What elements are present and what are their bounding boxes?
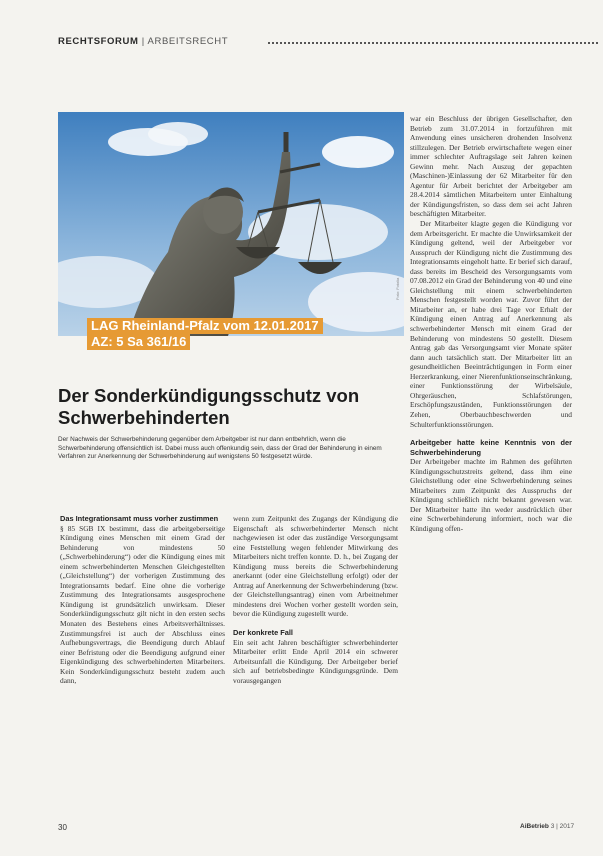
subheading-keine-kenntnis: Arbeitgeber hatte keine Kenntnis von der Schwerbehinderung xyxy=(410,438,572,457)
section-separator: | xyxy=(141,36,148,47)
body-column-2 xyxy=(233,514,398,685)
photo-credit: Foto: Fotolia xyxy=(395,277,400,300)
page-number: 30 xyxy=(58,823,67,832)
paragraph: Ein seit acht Jahren beschäftigter schwerbehinderter Mitarbeiter erlitt Ende April 2014 ein schwerer Arbeitsunfall die Kündigung. Der Arbeitgeber berief sich auf betriebsbedingte Kündigungsgründe. Dem vorausgegangen xyxy=(233,637,398,685)
body-column-1 xyxy=(60,514,225,686)
subheading-konkreter-fall: Der konkrete Fall xyxy=(233,628,293,638)
magazine-footer xyxy=(520,823,574,830)
case-label-reference: AZ: 5 Sa 361/16 xyxy=(87,334,190,350)
case-label xyxy=(87,318,323,350)
paragraph: Der Arbeitgeber machte im Rahmen des geführten Kündigungsschutzstreits geltend, dass ihm eine Gleichstellung oder eine Schwerbehinderung seines Mitarbeiters zum Zeitpunkt des Ausspruchs der Kündigung schließlich nicht bekannt gewesen war. Der Mitarbeiter hatte ihn weder ausdrücklich über eine Schwerbehinderung informiert, noch war die Kündigung offen- xyxy=(410,457,572,533)
subsection-title: ARBEITSRECHT xyxy=(147,36,229,47)
header-dotted-rule xyxy=(268,42,598,44)
justitia-statue-image xyxy=(58,112,404,336)
section-title: RECHTSFORUM xyxy=(58,36,139,47)
page-header xyxy=(58,36,598,50)
article-headline xyxy=(58,385,398,429)
paragraph: § 85 SGB IX bestimmt, dass die arbeitgeberseitige Kündigung eines Menschen mit einem Grad der Behinderung von mindestens 50 („Schwerbehinderung“) oder die Kündigung eines mit einem schwerbehinderten Menschen Gleichgestellten („Gleichstellung“) der vorherigen Zustimmung des Integrationsamts bedarf. Eine ohne die vorherige Zustimmung des Integrationsamts ausgesprochene Kündigung ist grundsätzlich unwirksam. Dieser Sonderkündigungsschutz gilt nicht in den ersten sechs Monaten des Bestehens eines Arbeitsverhältnisses. Zustimmungsfrei ist auch der Abschluss eines Aufhebungsvertrags, die Beendigung durch Ablauf einer Befristung oder die Beendigung aufgrund einer Eigenkündigung des schwerbehinderten Mitarbeiters. Kein Sonderkündigungsschutz besteht zudem auch dann, xyxy=(60,523,225,686)
body-column-3 xyxy=(410,114,572,534)
paragraph: Der Mitarbeiter klagte gegen die Kündigung vor dem Arbeitsgericht. Er machte die Unwirksamkeit der Kündigung geltend, weil der Arbeitgeber vor Ausspruch der Kündigung nicht die Zustimmung des Integrationsamts eingeholt hatte. Er berief sich darauf, dass bereits im Bescheid des Versorgungsamts vom 07.08.2012 ein Grad der Behinderung von 40 und eine Gleichstellung mit einem schwerbehinderten Menschen festgestellt worden war. Zuvor führt der Mitarbeiter an, er habe drei Tage vor Erhalt der Kündigung einen Antrag auf Anerkennung als schwerbehinderter Mensch mit einem Grad der Behinderung von mindestens 50 gestellt. Diesem Antrag gab das Versorgungsamt vier Monate später dann auch tatsächlich statt. Der Mitarbeiter litt an gesundheitlichen Beeinträchtigungen in Form einer Herzerkrankung, einer Nierenfunktionseinschränkung, einer Funktionsstörung der Wirbelsäule, Ohrgeräuschen, Schlafstörungen, Erschöpfungszuständen, Funktionsstörungen der Zehen, Oberbauchbeschwerden und Schulterfunktionsstörungen. xyxy=(410,219,572,429)
headline-line-1: Der Sonderkündigungsschutz von xyxy=(58,385,360,406)
magazine-name: AiBetrieb xyxy=(520,823,549,830)
paragraph: war ein Beschluss der übrigen Gesellschafter, den Betrieb zum 31.07.2014 in fortzuführen mit Anwendung eines unsicheren drohenden Insolvenz stillzulegen. Der Betrieb erwirtschaftete wegen einer immer schlechter Auftragslage seit Jahren keinen Gewinn mehr. Nach Auszug der gepachten (Maschinen-)Einlassung der 62 Mitarbeiter für den Agentur für Arbeit berichtet der Arbeitgeber am 28.4.2014 sämtlichen Mitarbeitern unter Einhaltung der Kündigungsfristen, so dass dem sei acht Jahren beschäftigten Mitarbeiter. xyxy=(410,114,572,219)
subheading-integrationsamt: Das Integrationsamt muss vorher zustimmen xyxy=(60,514,219,523)
article-lead: Der Nachweis der Schwerbehinderung gegenüber dem Arbeitgeber ist nur dann entbehrlich, wenn die Schwerbehinderung offensichtlich ist. Dabei muss auch offenkundig sein, dass der Grad der Behinderung in einem Verfahren zur Anerkennung der Schwerbehinderung auf wenigstens 50 festgesetzt würde. xyxy=(58,436,382,461)
headline-line-2: Schwerbehinderten xyxy=(58,407,230,428)
issue-number: 3 | 2017 xyxy=(550,823,575,830)
case-label-court: LAG Rheinland-Pfalz vom 12.01.2017 xyxy=(87,318,323,334)
paragraph: wenn zum Zeitpunkt des Zugangs der Kündigung die Eigenschaft als schwerbehinderter Mensch nicht nachgewiesen ist oder das zuständige Versorgungsamt eine Feststellung wegen fehlender Mitwirkung des Mitarbeiters nicht treffen konnte. D. h., bei Zugang der Kündigung muss bereits die Schwerbehinderung anerkannt (oder eine Gleichstellung erfolgt) oder der Antrag auf Anerkennung der Schwerbehinderung (bzw. der Gleichstellungsantrag) einen vom Arbeitnehmer mindestens drei Wochen vorher gestellt worden sein, bevor die Kündigung zugestellt wurde. xyxy=(233,514,398,619)
